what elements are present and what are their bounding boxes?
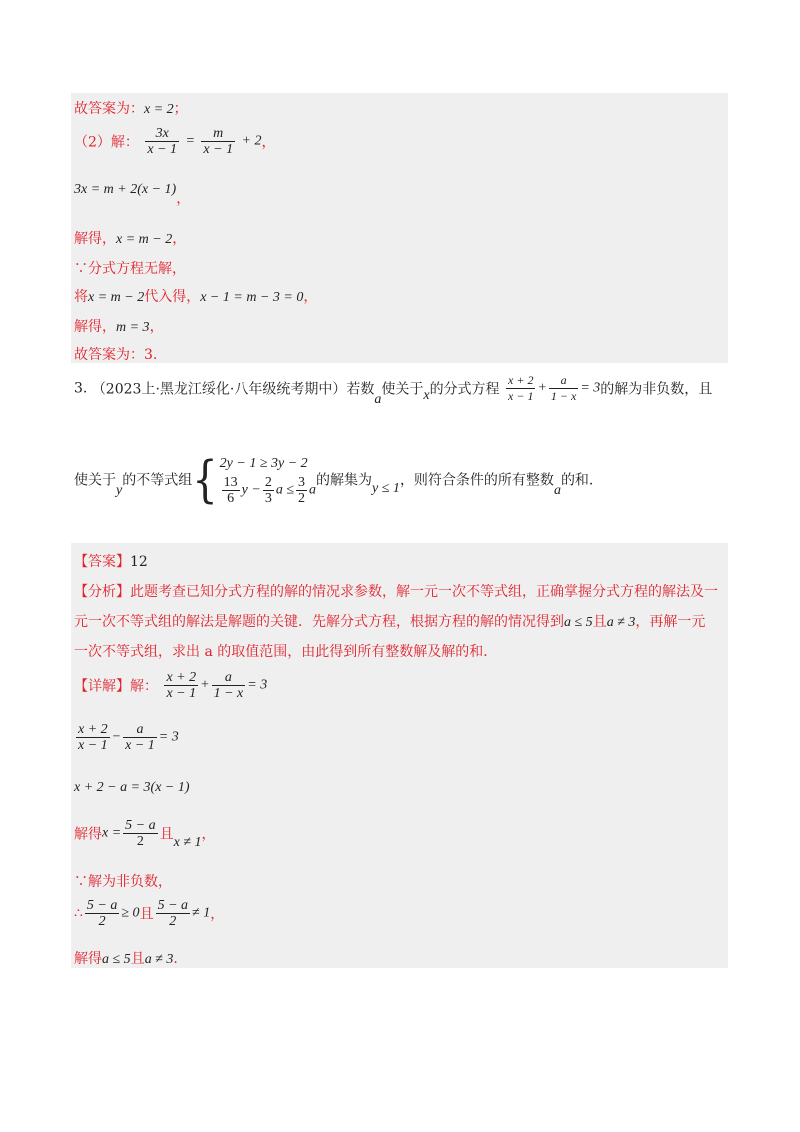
fraction: $\frac{3x}{x - 1}$	[147, 126, 178, 157]
analysis-line-1: 【分析】此题考查已知分式方程的解的情况求参数，解一元一次不等式组，正确掌握分式方程的解法及一	[74, 584, 718, 600]
fraction: $\frac{5 - a}{2}$	[125, 818, 156, 849]
question-3-line-1: 3. （2023上·黑龙江绥化·八年级统考期中）若数a使关于x的分式方程 $\frac{x + 2}{x - 1}$ + $\frac{a}{1 - x}$ = 3的解为非负数，且	[74, 373, 713, 407]
solve-line-m: 解得，m = 3，	[74, 319, 164, 335]
detail-line-2: $\frac{x + 2}{x - 1}$ − $\frac{a}{x - 1}$ = 3	[78, 722, 179, 753]
detail-line-3: x + 2 − a = 3(x − 1)	[74, 780, 190, 795]
fraction: $\frac{5 - a}{2}$	[86, 898, 118, 929]
analysis-line-3: 一次不等式组，求出 a 的取值范围，由此得到所有整数解及解的和．	[74, 644, 498, 660]
detail-line-6: ∴ $\frac{5 - a}{2}$ ≥ 0且 $\frac{5 - a}{2}$ ≠ 1，	[74, 898, 225, 929]
solve-line-substitute: 将x = m − 2代入得，x − 1 = m − 3 = 0，	[74, 289, 318, 305]
inequality-system: 2y − 1 ≥ 3y − 2 $\frac{13}{6}$ y − $\frac{2}{3}$ a ≤ $\frac{3}{2}$ a	[219, 456, 317, 506]
left-brace: {	[192, 450, 218, 509]
solve-line-because: ∵分式方程无解，	[74, 261, 186, 277]
answer-tag-line: 【答案】12	[74, 554, 148, 570]
fraction: $\frac{a}{1 - x}$	[550, 373, 577, 403]
question-3-line-2: 使关于y的不等式组{ 2y − 1 ≥ 3y − 2 $\frac{13}{6}$ y − $\frac{2}{3}$ a ≤ $\frac{3}{2}$ a 的解集为y ≤ 1，则符合条件的所有整数a的和.	[74, 450, 594, 509]
fraction: $\frac{5 - a}{2}$	[157, 898, 189, 929]
detail-line-5: ∵解为非负数，	[74, 874, 172, 890]
fraction: $\frac{x + 2}{x - 1}$	[78, 722, 108, 753]
answer-line-2: 故答案为：3.	[74, 347, 158, 363]
detail-line-7: 解得a ≤ 5且a ≠ 3.	[74, 951, 178, 967]
analysis-line-2: 元一次不等式组的解法是解题的关键．先解分式方程，根据方程的解的情况得到a ≤ 5且a ≠ 3，再解一元	[74, 614, 706, 630]
fraction: $\frac{13}{6}$	[223, 475, 238, 506]
detail-line-1: 【详解】解： $\frac{x + 2}{x - 1}$ + $\frac{a}{1 - x}$ = 3	[74, 670, 268, 701]
fraction: $\frac{2}{3}$	[264, 475, 272, 506]
fraction: $\frac{a}{x - 1}$	[125, 722, 155, 753]
detail-line-4: 解得x = $\frac{5 - a}{2}$ 且x ≠ 1，	[74, 818, 216, 850]
solve-line-equation: （2）解： $\frac{3x}{x - 1}$ = $\frac{m}{x - 1}$ + 2，	[74, 126, 276, 157]
answer-line-1: 故答案为：x = 2；	[74, 101, 188, 117]
fraction: $\frac{m}{x - 1}$	[203, 126, 234, 157]
solve-line-expand: 3x = m + 2(x − 1)，	[74, 182, 191, 207]
fraction: $\frac{x + 2}{x - 1}$	[166, 670, 197, 701]
solve-line-result: 解得，x = m − 2，	[74, 231, 187, 247]
fraction: $\frac{x + 2}{x - 1}$	[508, 373, 534, 403]
fraction: $\frac{a}{1 - x}$	[213, 670, 244, 701]
fraction: $\frac{3}{2}$	[298, 475, 306, 506]
